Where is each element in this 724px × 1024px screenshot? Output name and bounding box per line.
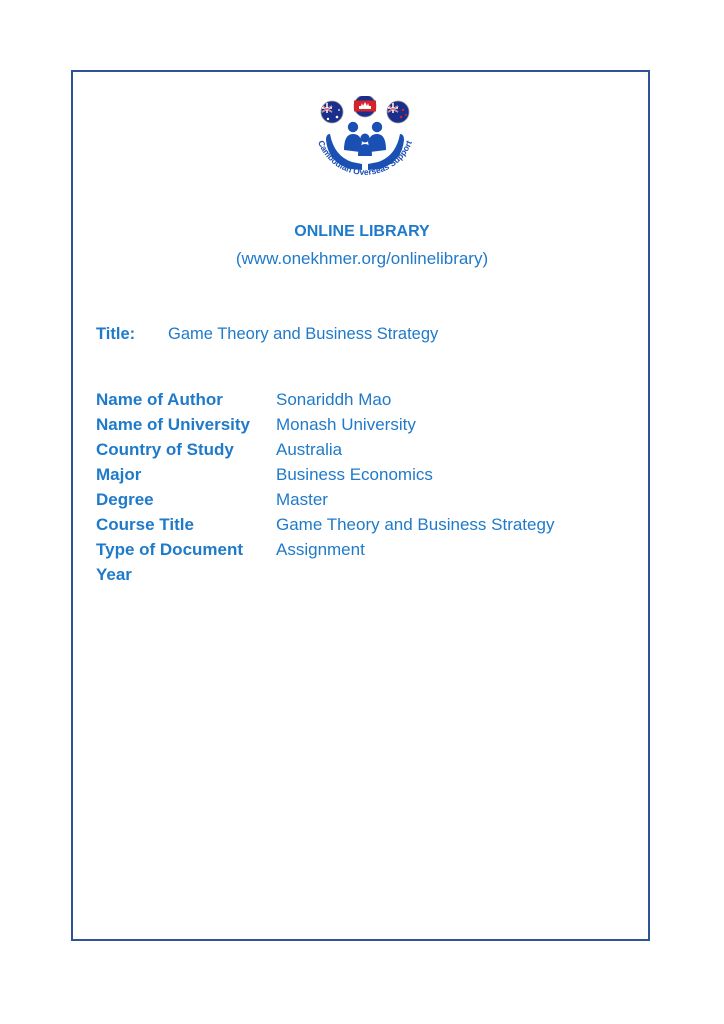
field-value: Monash University — [276, 415, 416, 434]
field-label: Course Title — [96, 515, 194, 534]
document-title-row — [96, 325, 438, 344]
field-label: Year — [96, 565, 132, 584]
field-degree — [96, 489, 328, 511]
title-label: Title: — [96, 325, 136, 343]
field-course-title — [96, 514, 554, 536]
logo-arc-text: Cambodian Overseas Support — [316, 138, 414, 177]
field-value: Master — [276, 490, 328, 509]
field-major — [96, 464, 433, 486]
field-value: Assignment — [276, 540, 365, 559]
field-label: Name of Author — [96, 390, 223, 409]
field-university — [96, 414, 416, 436]
field-document-type — [96, 539, 365, 561]
cambodia-flag-icon — [354, 96, 376, 117]
title-value: Game Theory and Business Strategy — [168, 325, 439, 343]
field-label: Type of Document — [96, 540, 244, 559]
new-zealand-flag-icon — [387, 101, 409, 123]
field-author — [96, 389, 391, 411]
field-value: Game Theory and Business Strategy — [276, 515, 555, 534]
field-label: Name of University — [96, 415, 250, 434]
field-label: Degree — [96, 490, 154, 509]
library-title: ONLINE LIBRARY — [294, 223, 430, 240]
field-value: Business Economics — [276, 465, 433, 484]
field-label: Major — [96, 465, 142, 484]
cambodian-overseas-support-logo — [300, 96, 430, 206]
australia-flag-icon — [321, 101, 343, 123]
field-country — [96, 439, 342, 461]
field-label: Country of Study — [96, 440, 234, 459]
field-year — [96, 564, 276, 586]
field-value: Sonariddh Mao — [276, 390, 392, 409]
family-icon — [344, 122, 386, 156]
library-url: (www.onekhmer.org/onlinelibrary) — [235, 249, 489, 268]
field-value: Australia — [276, 440, 343, 459]
